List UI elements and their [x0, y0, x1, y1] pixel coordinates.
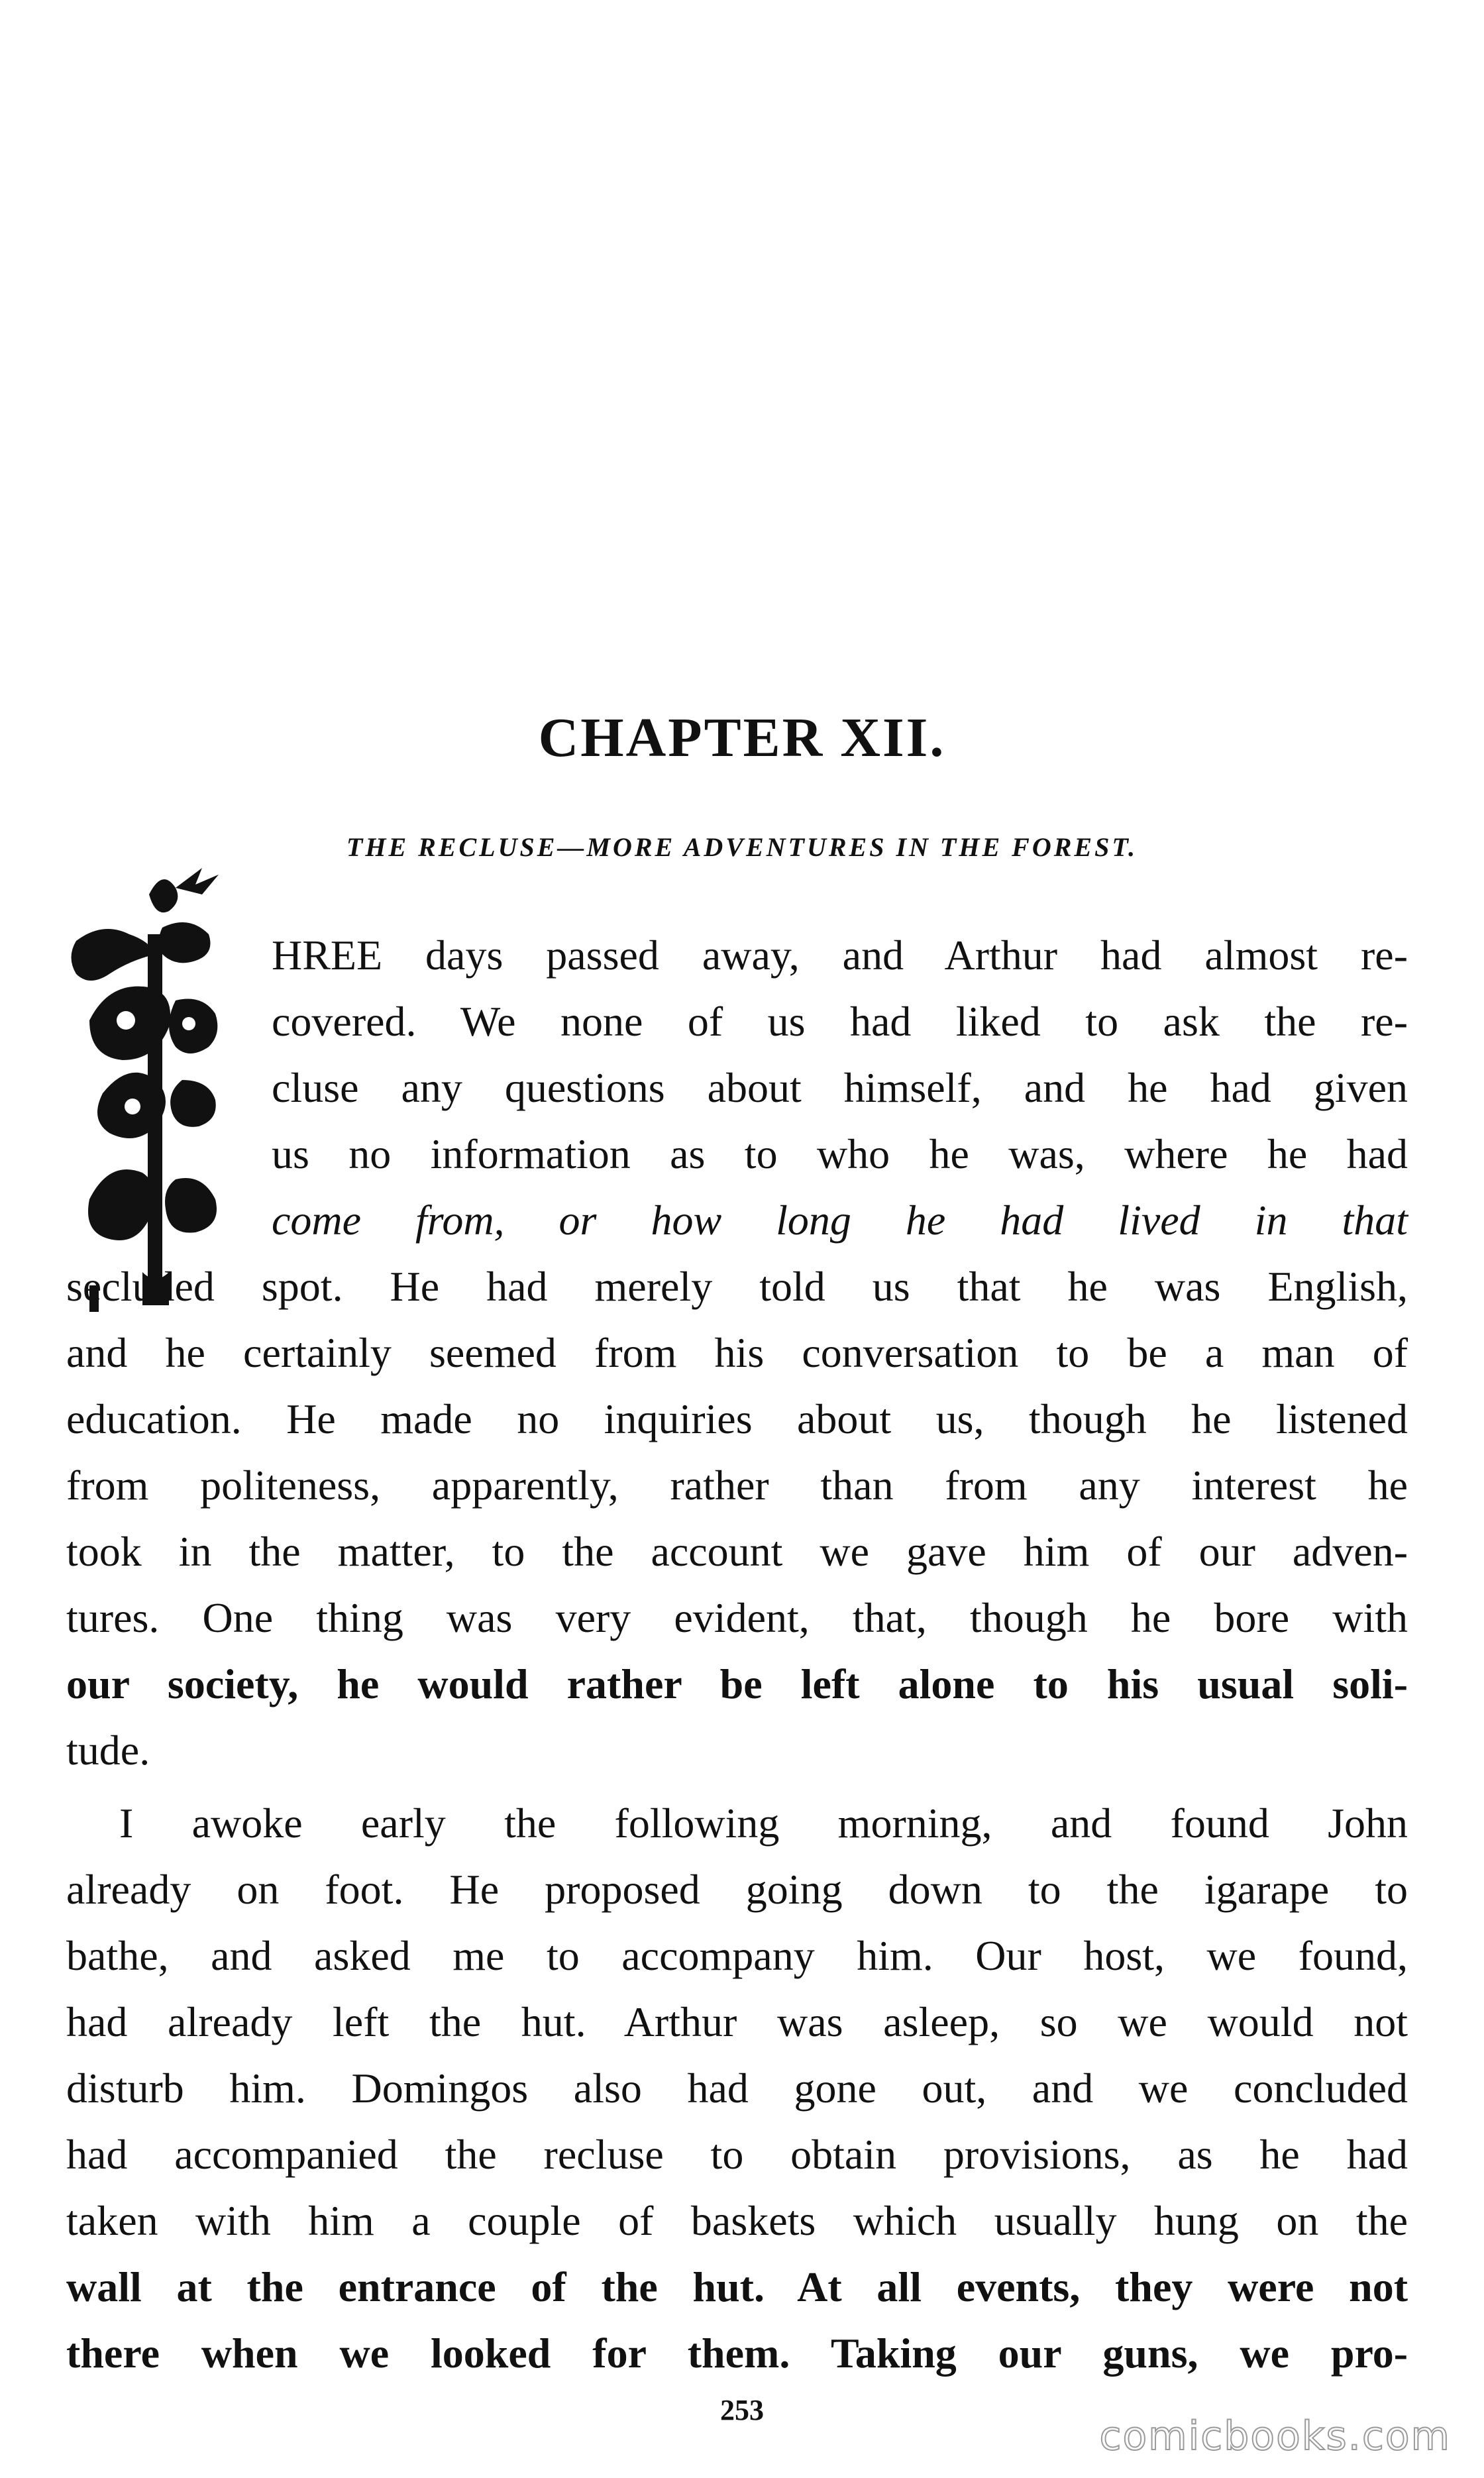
chapter-title: CHAPTER XII. [538, 707, 946, 769]
text-line: us no information as to who he was, where he had [272, 1130, 1408, 1177]
text-line: had already left the hut. Arthur was asleep, so we would not [66, 1998, 1408, 2045]
text-line: tude. [66, 1727, 150, 1774]
text-line: tures. One thing was very evident, that, though he bore with [66, 1594, 1408, 1641]
text-line: from politeness, apparently, rather than from any interest he [66, 1462, 1408, 1509]
text-line: took in the matter, to the account we gave him of our adven- [66, 1528, 1408, 1575]
text-line: disturb him. Domingos also had gone out, and we concluded [66, 2065, 1408, 2112]
page-number: 253 [720, 2394, 764, 2426]
text-line: education. He made no inquiries about us, though he listened [66, 1395, 1408, 1442]
text-line: and he certainly seemed from his conversation to be a man of [66, 1329, 1408, 1376]
foliage-drop-cap-icon [63, 868, 255, 1319]
text-line: had accompanied the recluse to obtain provisions, as he had [66, 2131, 1408, 2178]
text-line: wall at the entrance of the hut. At all events, they were not [66, 2263, 1408, 2310]
decorative-drop-cap-t [63, 868, 255, 1319]
chapter-subtitle: THE RECLUSE—MORE ADVENTURES IN THE FOREST. [346, 832, 1138, 862]
text-line: there when we looked for them. Taking our guns, we pro- [66, 2330, 1408, 2377]
text-line: taken with him a couple of baskets which usually hung on the [66, 2197, 1408, 2244]
text-line: secluded spot. He had merely told us that he was English, [66, 1263, 1408, 1310]
text-line: come from, or how long he had lived in that [272, 1197, 1408, 1244]
text-line: HREE days passed away, and Arthur had almost re- [272, 932, 1408, 979]
text-line: bathe, and asked me to accompany him. Our host, we found, [66, 1932, 1408, 1979]
watermark: comicbooks.com [1099, 2413, 1451, 2459]
text-line: cluse any questions about himself, and he had given [272, 1064, 1408, 1111]
text-line: already on foot. He proposed going down to the igarape to [66, 1866, 1408, 1913]
text-line: covered. We none of us had liked to ask the re- [272, 998, 1408, 1045]
text-line: I awoke early the following morning, and found John [119, 1800, 1408, 1847]
text-line: our society, he would rather be left alone to his usual soli- [66, 1660, 1408, 1707]
